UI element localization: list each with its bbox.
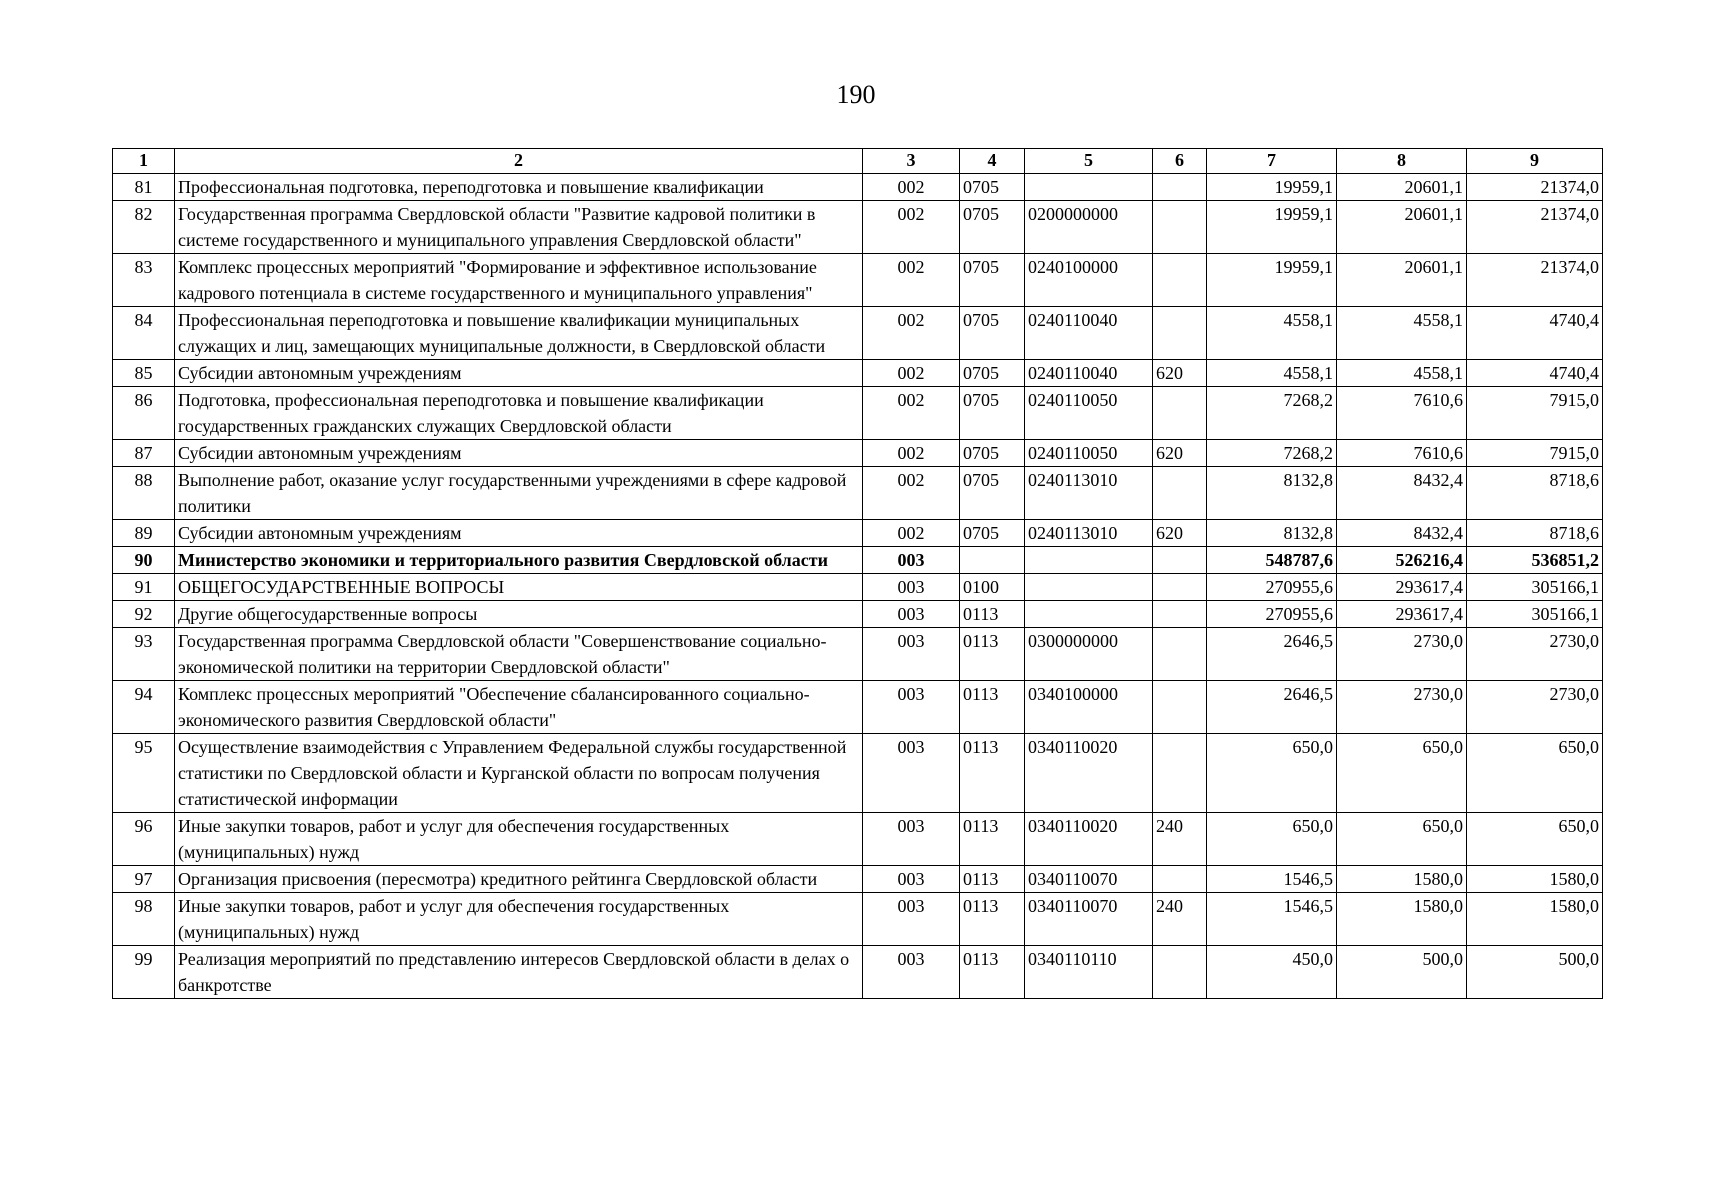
row-code-4: 0705 bbox=[960, 360, 1025, 387]
row-name: Субсидии автономным учреждениям bbox=[175, 520, 863, 547]
table-row bbox=[113, 866, 1603, 893]
row-value-7: 8132,8 bbox=[1207, 520, 1337, 547]
row-number: 93 bbox=[113, 628, 175, 681]
row-value-7: 2646,5 bbox=[1207, 681, 1337, 734]
table-row bbox=[113, 946, 1603, 999]
row-code-4: 0705 bbox=[960, 440, 1025, 467]
row-name: Реализация мероприятий по представлению интересов Свердловской области в делах о банкротстве bbox=[175, 946, 863, 999]
row-number: 91 bbox=[113, 574, 175, 601]
row-code-5: 0240110040 bbox=[1025, 360, 1153, 387]
table-row bbox=[113, 467, 1603, 520]
row-code-4: 0113 bbox=[960, 946, 1025, 999]
table-row bbox=[113, 628, 1603, 681]
row-name: Комплекс процессных мероприятий "Формирование и эффективное использование кадрового потенциала в системе государственного и муниципального управления" bbox=[175, 254, 863, 307]
row-name: Министерство экономики и территориального развития Свердловской области bbox=[175, 547, 863, 574]
row-value-9: 7915,0 bbox=[1467, 440, 1603, 467]
row-value-9: 1580,0 bbox=[1467, 893, 1603, 946]
row-value-8: 1580,0 bbox=[1337, 866, 1467, 893]
row-number: 86 bbox=[113, 387, 175, 440]
row-code-5 bbox=[1025, 601, 1153, 628]
header-col-3: 3 bbox=[863, 149, 960, 174]
page-number: 190 bbox=[836, 80, 876, 109]
row-code-5: 0340110110 bbox=[1025, 946, 1153, 999]
table-row bbox=[113, 307, 1603, 360]
row-code-3: 003 bbox=[863, 628, 960, 681]
row-value-7: 7268,2 bbox=[1207, 387, 1337, 440]
row-value-9: 7915,0 bbox=[1467, 387, 1603, 440]
table-row bbox=[113, 174, 1603, 201]
row-number: 94 bbox=[113, 681, 175, 734]
row-code-5: 0240100000 bbox=[1025, 254, 1153, 307]
row-code-4: 0705 bbox=[960, 387, 1025, 440]
row-code-5 bbox=[1025, 174, 1153, 201]
row-code-4: 0113 bbox=[960, 866, 1025, 893]
table-row bbox=[113, 601, 1603, 628]
row-value-7: 650,0 bbox=[1207, 734, 1337, 813]
header-col-5: 5 bbox=[1025, 149, 1153, 174]
row-code-6: 620 bbox=[1153, 360, 1207, 387]
row-code-3: 002 bbox=[863, 387, 960, 440]
row-value-8: 650,0 bbox=[1337, 734, 1467, 813]
row-value-8: 2730,0 bbox=[1337, 681, 1467, 734]
row-value-7: 2646,5 bbox=[1207, 628, 1337, 681]
row-value-8: 8432,4 bbox=[1337, 467, 1467, 520]
row-number: 82 bbox=[113, 201, 175, 254]
row-value-9: 8718,6 bbox=[1467, 467, 1603, 520]
row-name: Государственная программа Свердловской области "Развитие кадровой политики в системе государственного и муниципального управления Свердловской области" bbox=[175, 201, 863, 254]
row-code-5: 0240110040 bbox=[1025, 307, 1153, 360]
row-number: 81 bbox=[113, 174, 175, 201]
row-value-9: 2730,0 bbox=[1467, 628, 1603, 681]
row-code-5: 0240113010 bbox=[1025, 520, 1153, 547]
row-code-4: 0705 bbox=[960, 201, 1025, 254]
table-row bbox=[113, 440, 1603, 467]
row-value-8: 2730,0 bbox=[1337, 628, 1467, 681]
row-code-6 bbox=[1153, 601, 1207, 628]
table-row bbox=[113, 254, 1603, 307]
table-row bbox=[113, 734, 1603, 813]
row-number: 84 bbox=[113, 307, 175, 360]
row-code-4: 0705 bbox=[960, 254, 1025, 307]
header-col-8: 8 bbox=[1337, 149, 1467, 174]
row-number: 83 bbox=[113, 254, 175, 307]
row-value-9: 21374,0 bbox=[1467, 254, 1603, 307]
row-name: Субсидии автономным учреждениям bbox=[175, 440, 863, 467]
row-code-4: 0705 bbox=[960, 174, 1025, 201]
row-value-8: 8432,4 bbox=[1337, 520, 1467, 547]
row-code-6 bbox=[1153, 574, 1207, 601]
table-row bbox=[113, 360, 1603, 387]
row-number: 97 bbox=[113, 866, 175, 893]
row-code-3: 003 bbox=[863, 734, 960, 813]
row-code-4: 0113 bbox=[960, 893, 1025, 946]
row-name: Профессиональная переподготовка и повышение квалификации муниципальных служащих и лиц, замещающих муниципальные должности, в Свердловской области bbox=[175, 307, 863, 360]
header-col-2: 2 bbox=[175, 149, 863, 174]
row-value-8: 4558,1 bbox=[1337, 360, 1467, 387]
row-name: Подготовка, профессиональная переподготовка и повышение квалификации государственных гражданских служащих Свердловской области bbox=[175, 387, 863, 440]
row-name: Иные закупки товаров, работ и услуг для обеспечения государственных (муниципальных) нужд bbox=[175, 893, 863, 946]
row-number: 85 bbox=[113, 360, 175, 387]
row-code-4: 0113 bbox=[960, 601, 1025, 628]
row-code-6 bbox=[1153, 174, 1207, 201]
row-code-5: 0240110050 bbox=[1025, 440, 1153, 467]
row-value-7: 270955,6 bbox=[1207, 574, 1337, 601]
budget-table bbox=[112, 148, 1603, 999]
row-value-8: 526216,4 bbox=[1337, 547, 1467, 574]
row-code-3: 003 bbox=[863, 893, 960, 946]
row-code-6: 620 bbox=[1153, 520, 1207, 547]
row-code-6 bbox=[1153, 628, 1207, 681]
row-code-4 bbox=[960, 547, 1025, 574]
row-code-3: 002 bbox=[863, 254, 960, 307]
row-value-8: 500,0 bbox=[1337, 946, 1467, 999]
row-value-9: 8718,6 bbox=[1467, 520, 1603, 547]
row-value-8: 293617,4 bbox=[1337, 601, 1467, 628]
row-value-7: 19959,1 bbox=[1207, 254, 1337, 307]
row-name: Организация присвоения (пересмотра) кредитного рейтинга Свердловской области bbox=[175, 866, 863, 893]
row-code-3: 003 bbox=[863, 681, 960, 734]
row-number: 95 bbox=[113, 734, 175, 813]
table-row bbox=[113, 681, 1603, 734]
row-name: Государственная программа Свердловской области "Совершенствование социально-экономической политики на территории Свердловской области" bbox=[175, 628, 863, 681]
row-code-5: 0340100000 bbox=[1025, 681, 1153, 734]
table-body bbox=[113, 174, 1603, 999]
row-code-3: 002 bbox=[863, 201, 960, 254]
row-number: 99 bbox=[113, 946, 175, 999]
row-value-8: 20601,1 bbox=[1337, 201, 1467, 254]
row-value-7: 19959,1 bbox=[1207, 201, 1337, 254]
row-value-9: 1580,0 bbox=[1467, 866, 1603, 893]
row-value-9: 650,0 bbox=[1467, 734, 1603, 813]
row-code-3: 003 bbox=[863, 547, 960, 574]
header-col-4: 4 bbox=[960, 149, 1025, 174]
row-name: ОБЩЕГОСУДАРСТВЕННЫЕ ВОПРОСЫ bbox=[175, 574, 863, 601]
row-value-7: 1546,5 bbox=[1207, 893, 1337, 946]
row-code-5: 0200000000 bbox=[1025, 201, 1153, 254]
row-name: Осуществление взаимодействия с Управлением Федеральной службы государственной статистики по Свердловской области и Курганской области по вопросам получения статистической информации bbox=[175, 734, 863, 813]
row-number: 92 bbox=[113, 601, 175, 628]
header-col-9: 9 bbox=[1467, 149, 1603, 174]
row-value-7: 1546,5 bbox=[1207, 866, 1337, 893]
row-name: Другие общегосударственные вопросы bbox=[175, 601, 863, 628]
row-code-4: 0113 bbox=[960, 813, 1025, 866]
row-value-9: 2730,0 bbox=[1467, 681, 1603, 734]
row-code-6 bbox=[1153, 946, 1207, 999]
row-value-9: 500,0 bbox=[1467, 946, 1603, 999]
row-code-6 bbox=[1153, 681, 1207, 734]
row-value-9: 305166,1 bbox=[1467, 574, 1603, 601]
header-col-1: 1 bbox=[113, 149, 175, 174]
row-code-5: 0340110070 bbox=[1025, 893, 1153, 946]
row-code-6: 240 bbox=[1153, 893, 1207, 946]
row-value-9: 305166,1 bbox=[1467, 601, 1603, 628]
table-row bbox=[113, 574, 1603, 601]
row-code-4: 0705 bbox=[960, 307, 1025, 360]
header-col-6: 6 bbox=[1153, 149, 1207, 174]
row-value-8: 20601,1 bbox=[1337, 254, 1467, 307]
row-value-9: 21374,0 bbox=[1467, 201, 1603, 254]
row-code-6 bbox=[1153, 307, 1207, 360]
row-code-5: 0240113010 bbox=[1025, 467, 1153, 520]
table-row bbox=[113, 520, 1603, 547]
row-number: 96 bbox=[113, 813, 175, 866]
row-value-7: 4558,1 bbox=[1207, 360, 1337, 387]
row-code-3: 003 bbox=[863, 813, 960, 866]
header-col-7: 7 bbox=[1207, 149, 1337, 174]
row-code-4: 0705 bbox=[960, 520, 1025, 547]
row-code-3: 003 bbox=[863, 866, 960, 893]
row-code-3: 003 bbox=[863, 601, 960, 628]
row-value-7: 8132,8 bbox=[1207, 467, 1337, 520]
row-value-7: 650,0 bbox=[1207, 813, 1337, 866]
table-row bbox=[113, 813, 1603, 866]
row-code-5: 0240110050 bbox=[1025, 387, 1153, 440]
row-value-7: 7268,2 bbox=[1207, 440, 1337, 467]
table-row bbox=[113, 387, 1603, 440]
row-code-6 bbox=[1153, 467, 1207, 520]
row-code-4: 0705 bbox=[960, 467, 1025, 520]
row-value-7: 450,0 bbox=[1207, 946, 1337, 999]
row-code-6 bbox=[1153, 734, 1207, 813]
row-code-6 bbox=[1153, 201, 1207, 254]
row-value-8: 1580,0 bbox=[1337, 893, 1467, 946]
row-code-6 bbox=[1153, 547, 1207, 574]
row-value-8: 7610,6 bbox=[1337, 440, 1467, 467]
row-code-5: 0340110020 bbox=[1025, 813, 1153, 866]
row-name: Комплекс процессных мероприятий "Обеспечение сбалансированного социально-экономического развития Свердловской области" bbox=[175, 681, 863, 734]
row-value-7: 270955,6 bbox=[1207, 601, 1337, 628]
table-row bbox=[113, 201, 1603, 254]
row-code-3: 002 bbox=[863, 174, 960, 201]
row-value-8: 293617,4 bbox=[1337, 574, 1467, 601]
row-code-4: 0100 bbox=[960, 574, 1025, 601]
row-code-3: 002 bbox=[863, 440, 960, 467]
row-code-5: 0300000000 bbox=[1025, 628, 1153, 681]
row-value-9: 4740,4 bbox=[1467, 307, 1603, 360]
row-value-9: 536851,2 bbox=[1467, 547, 1603, 574]
row-code-5 bbox=[1025, 547, 1153, 574]
row-number: 87 bbox=[113, 440, 175, 467]
row-value-8: 7610,6 bbox=[1337, 387, 1467, 440]
row-value-8: 650,0 bbox=[1337, 813, 1467, 866]
row-name: Профессиональная подготовка, переподготовка и повышение квалификации bbox=[175, 174, 863, 201]
row-code-4: 0113 bbox=[960, 681, 1025, 734]
row-value-8: 4558,1 bbox=[1337, 307, 1467, 360]
row-code-5: 0340110020 bbox=[1025, 734, 1153, 813]
row-code-3: 003 bbox=[863, 574, 960, 601]
row-code-6 bbox=[1153, 866, 1207, 893]
row-name: Субсидии автономным учреждениям bbox=[175, 360, 863, 387]
row-value-8: 20601,1 bbox=[1337, 174, 1467, 201]
table-row bbox=[113, 547, 1603, 574]
row-code-5 bbox=[1025, 574, 1153, 601]
row-code-6 bbox=[1153, 387, 1207, 440]
row-code-4: 0113 bbox=[960, 734, 1025, 813]
row-number: 89 bbox=[113, 520, 175, 547]
table-row bbox=[113, 893, 1603, 946]
row-code-6: 620 bbox=[1153, 440, 1207, 467]
row-value-9: 4740,4 bbox=[1467, 360, 1603, 387]
row-code-3: 002 bbox=[863, 360, 960, 387]
row-number: 98 bbox=[113, 893, 175, 946]
row-code-3: 003 bbox=[863, 946, 960, 999]
table-header-row bbox=[113, 149, 1603, 174]
row-value-7: 19959,1 bbox=[1207, 174, 1337, 201]
row-name: Выполнение работ, оказание услуг государственными учреждениями в сфере кадровой политики bbox=[175, 467, 863, 520]
row-code-5: 0340110070 bbox=[1025, 866, 1153, 893]
row-value-9: 21374,0 bbox=[1467, 174, 1603, 201]
row-value-9: 650,0 bbox=[1467, 813, 1603, 866]
row-code-3: 002 bbox=[863, 520, 960, 547]
row-value-7: 4558,1 bbox=[1207, 307, 1337, 360]
row-code-3: 002 bbox=[863, 467, 960, 520]
row-name: Иные закупки товаров, работ и услуг для обеспечения государственных (муниципальных) нужд bbox=[175, 813, 863, 866]
row-value-7: 548787,6 bbox=[1207, 547, 1337, 574]
row-number: 90 bbox=[113, 547, 175, 574]
row-code-6: 240 bbox=[1153, 813, 1207, 866]
row-code-3: 002 bbox=[863, 307, 960, 360]
row-code-4: 0113 bbox=[960, 628, 1025, 681]
row-code-6 bbox=[1153, 254, 1207, 307]
row-number: 88 bbox=[113, 467, 175, 520]
